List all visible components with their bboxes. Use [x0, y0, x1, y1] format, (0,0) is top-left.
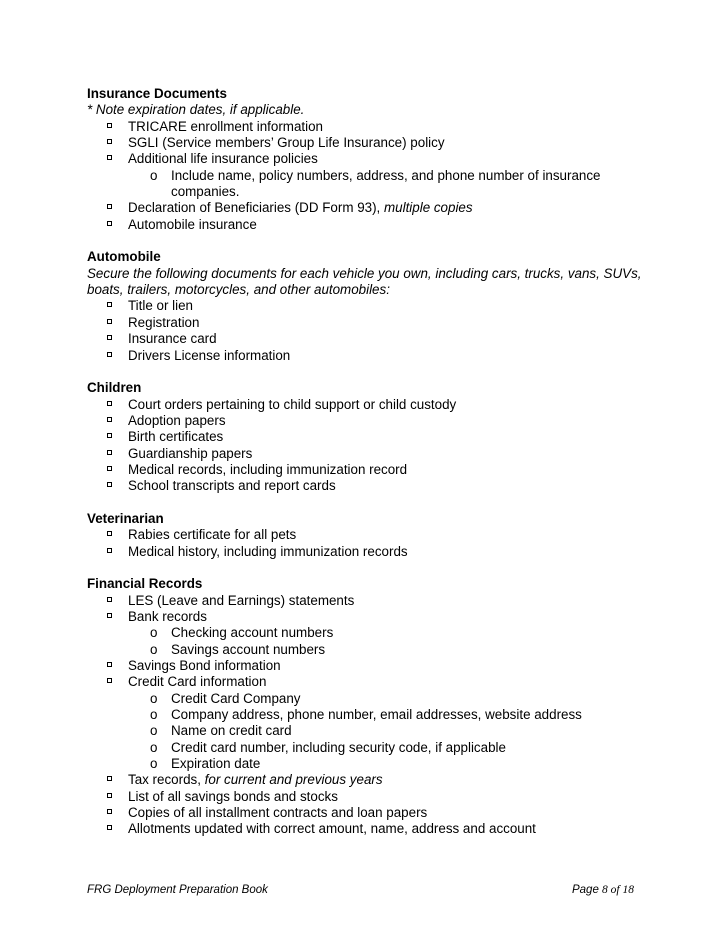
- item-text: Credit Card information: [128, 674, 267, 690]
- sub-item-text: Include name, policy numbers, address, and phone number of insurance companies.: [171, 167, 601, 200]
- item-text: Birth certificates: [128, 429, 224, 445]
- sub-item-text: Company address, phone number, email addresses, website address: [171, 707, 582, 723]
- item-text: Additional life insurance policies: [128, 151, 318, 167]
- checkbox-bullet-icon: [107, 662, 112, 667]
- section-title: Insurance Documents: [87, 86, 227, 101]
- section-title: Veterinarian: [87, 510, 164, 526]
- sections-container: [87, 86, 647, 838]
- checkbox-bullet-icon: [107, 776, 112, 781]
- sub-item-text: Expiration date: [171, 756, 261, 772]
- checkbox-bullet-icon: [107, 352, 112, 357]
- checklist-item: [87, 478, 647, 494]
- item-emphasis: multiple copies: [384, 200, 473, 216]
- checkbox-bullet-icon: [107, 417, 112, 422]
- checkbox-bullet-icon: [107, 155, 112, 160]
- checklist-item: [87, 200, 647, 216]
- checklist-item: [87, 527, 647, 543]
- item-text: Automobile insurance: [128, 216, 257, 232]
- checklist-item: [87, 593, 647, 609]
- checkbox-bullet-icon: [107, 613, 112, 618]
- item-text: List of all savings bonds and stocks: [128, 788, 338, 804]
- sub-item: [87, 756, 647, 772]
- checklist-item: [87, 397, 647, 413]
- item-text: Tax records,: [128, 772, 205, 788]
- sub-item: [87, 168, 647, 201]
- checklist-item: [87, 462, 647, 478]
- section: [87, 380, 647, 494]
- checklist-item: [87, 331, 647, 347]
- checkbox-bullet-icon: [107, 221, 112, 226]
- item-text: Insurance card: [128, 331, 217, 347]
- section: [87, 86, 647, 233]
- section-note: Secure the following documents for each vehicle you own, including cars, trucks, vans, SUVs, boats, trailers, motorcycles, and other automobiles:: [87, 265, 642, 298]
- checkbox-bullet-icon: [107, 482, 112, 487]
- item-text: Guardianship papers: [128, 445, 253, 461]
- checkbox-bullet-icon: [107, 548, 112, 553]
- item-text: SGLI (Service members’ Group Life Insurance) policy: [128, 135, 445, 151]
- checkbox-bullet-icon: [107, 401, 112, 406]
- checklist-item: [87, 609, 647, 625]
- sub-item-text: Credit card number, including security code, if applicable: [171, 739, 506, 755]
- item-text: Rabies certificate for all pets: [128, 527, 297, 543]
- checklist-item: [87, 805, 647, 821]
- circle-bullet-icon: o: [150, 707, 158, 723]
- item-text: Allotments updated with correct amount, name, address and account: [128, 821, 536, 837]
- circle-bullet-icon: o: [150, 690, 158, 706]
- checklist-item: [87, 658, 647, 674]
- footer-title: FRG Deployment Preparation Book: [87, 884, 268, 896]
- section-title: Children: [87, 380, 142, 396]
- checklist-item: [87, 348, 647, 364]
- item-text: Declaration of Beneficiaries (DD Form 93),: [128, 200, 384, 216]
- checklist-item: [87, 789, 647, 805]
- checklist-item: [87, 119, 647, 135]
- circle-bullet-icon: o: [150, 625, 158, 641]
- sub-item: [87, 691, 647, 707]
- item-text: Court orders pertaining to child support or child custody: [128, 396, 457, 412]
- checkbox-bullet-icon: [107, 123, 112, 128]
- sub-item-text: Savings account numbers: [171, 641, 326, 657]
- sub-item-text: Checking account numbers: [171, 625, 334, 641]
- checkbox-bullet-icon: [107, 302, 112, 307]
- checklist-item: [87, 315, 647, 331]
- item-text: Drivers License information: [128, 347, 291, 363]
- section-title: Financial Records: [87, 576, 203, 592]
- checkbox-bullet-icon: [107, 825, 112, 830]
- item-text: Bank records: [128, 609, 207, 624]
- checkbox-bullet-icon: [107, 139, 112, 144]
- checklist-item: [87, 298, 647, 314]
- checklist-item: [87, 429, 647, 445]
- checkbox-bullet-icon: [107, 678, 112, 683]
- checkbox-bullet-icon: [107, 531, 112, 536]
- checkbox-bullet-icon: [107, 793, 112, 798]
- checklist-item: [87, 413, 647, 429]
- section-title: Automobile: [87, 249, 161, 265]
- circle-bullet-icon: o: [150, 756, 158, 772]
- checklist-item: [87, 151, 647, 167]
- footer-page-label: Page: [571, 884, 603, 896]
- section: [87, 511, 647, 560]
- item-text: Medical history, including immunization records: [128, 543, 408, 559]
- checklist-item: [87, 821, 647, 837]
- checklist-item: [87, 217, 647, 233]
- item-text: Title or lien: [128, 298, 193, 314]
- footer-page-number: 8 of 18: [602, 884, 634, 896]
- section-note: * Note expiration dates, if applicable.: [87, 102, 305, 118]
- item-text: TRICARE enrollment information: [128, 118, 323, 134]
- sub-item: [87, 707, 647, 723]
- item-text: Registration: [128, 314, 200, 330]
- item-text: School transcripts and report cards: [128, 478, 336, 494]
- circle-bullet-icon: o: [150, 167, 158, 183]
- checkbox-bullet-icon: [107, 466, 112, 471]
- checkbox-bullet-icon: [107, 809, 112, 814]
- circle-bullet-icon: o: [150, 641, 158, 657]
- sub-item-text: Name on credit card: [171, 723, 292, 739]
- checklist-item: [87, 135, 647, 151]
- item-emphasis: for current and previous years: [204, 772, 383, 788]
- item-text: Medical records, including immunization record: [128, 461, 408, 477]
- checkbox-bullet-icon: [107, 597, 112, 602]
- section: [87, 576, 647, 838]
- checkbox-bullet-icon: [107, 433, 112, 438]
- checkbox-bullet-icon: [107, 335, 112, 340]
- sub-item: [87, 740, 647, 756]
- sub-item: [87, 723, 647, 739]
- item-text: Copies of all installment contracts and loan papers: [128, 805, 428, 821]
- page-footer: [87, 884, 634, 896]
- sub-item: [87, 625, 647, 641]
- section: [87, 249, 647, 363]
- checklist-item: [87, 446, 647, 462]
- footer-page: [572, 884, 634, 896]
- checkbox-bullet-icon: [107, 204, 112, 209]
- checklist-item: [87, 544, 647, 560]
- item-text: LES (Leave and Earnings) statements: [128, 592, 355, 608]
- item-text: Adoption papers: [128, 412, 226, 428]
- document-body: [87, 86, 647, 854]
- sub-item-text: Credit Card Company: [171, 690, 301, 706]
- checkbox-bullet-icon: [107, 450, 112, 455]
- item-text: Savings Bond information: [128, 658, 281, 674]
- checklist-item: [87, 674, 647, 690]
- checklist-item: [87, 772, 647, 788]
- checkbox-bullet-icon: [107, 319, 112, 324]
- circle-bullet-icon: o: [150, 723, 158, 739]
- circle-bullet-icon: o: [150, 739, 158, 755]
- sub-item: [87, 642, 647, 658]
